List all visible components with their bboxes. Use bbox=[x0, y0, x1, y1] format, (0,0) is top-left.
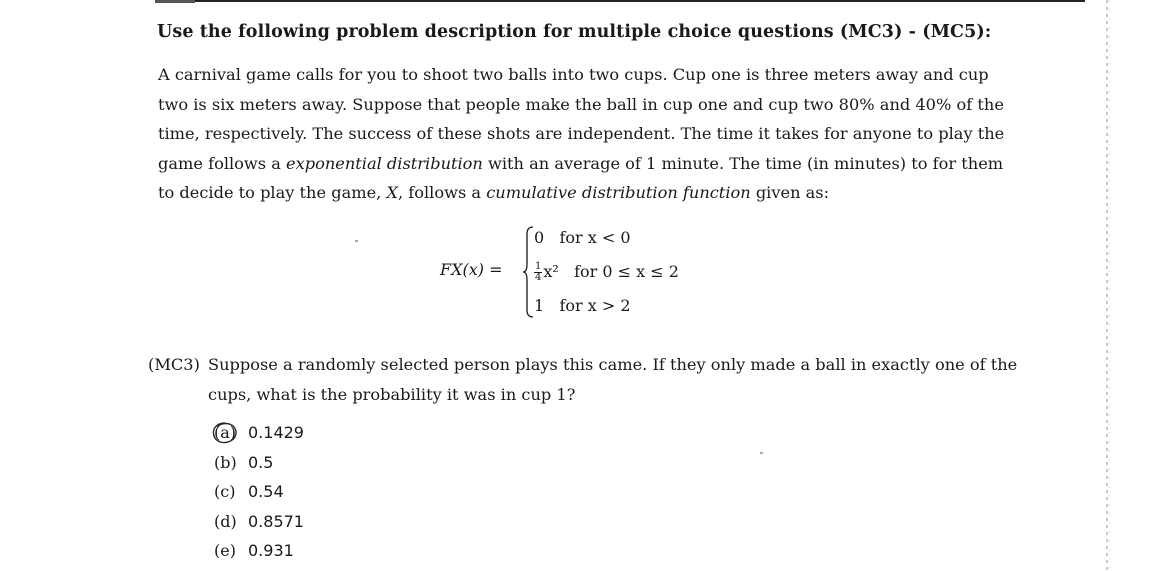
option-a-value: 0.1429 bbox=[248, 423, 304, 442]
option-e-value: 0.931 bbox=[248, 541, 294, 560]
option-c-value: 0.54 bbox=[248, 482, 284, 501]
formula-case-2 bbox=[534, 262, 679, 283]
option-d[interactable] bbox=[214, 507, 304, 537]
option-c[interactable] bbox=[214, 477, 304, 507]
problem-line-3: time, respectively. The success of these shots are independent. The time it takes for anyone to play the bbox=[158, 124, 1005, 144]
cdf-formula bbox=[440, 222, 740, 322]
problem-line-5-pre: to decide to play the game, bbox=[158, 183, 387, 203]
question-text bbox=[208, 350, 1018, 410]
question-mc3 bbox=[148, 350, 1018, 410]
formula-case-1: 0 for x < 0 bbox=[534, 228, 631, 247]
formula-case-3: 1 for x > 2 bbox=[534, 296, 631, 315]
top-rule bbox=[155, 0, 1085, 2]
top-rule-stub bbox=[155, 0, 195, 3]
option-a-letter: (a) bbox=[214, 423, 237, 442]
section-heading: Use the following problem description for multiple choice questions (MC3) - (MC5): bbox=[157, 22, 992, 42]
option-b-value: 0.5 bbox=[248, 452, 274, 472]
question-number: (MC3) bbox=[148, 355, 200, 374]
option-d-letter: (d) bbox=[214, 511, 237, 531]
problem-line-4-post: with an average of 1 minute. The time (in minutes) to for them bbox=[482, 153, 1004, 173]
cdf-term: cumulative distribution function bbox=[486, 183, 751, 203]
formula-lhs: FX(x) = bbox=[440, 260, 503, 279]
scan-speck bbox=[760, 452, 763, 454]
problem-line-4-pre: game follows a bbox=[158, 153, 287, 173]
option-d-value: 0.8571 bbox=[248, 511, 304, 531]
problem-line-5 bbox=[158, 178, 988, 208]
option-e-letter: (e) bbox=[214, 541, 236, 560]
problem-line-4 bbox=[158, 149, 1004, 179]
fraction-numerator: 1 bbox=[535, 261, 542, 272]
question-line-1: Suppose a randomly selected person plays this came. If they only made a ball in exactly one of the bbox=[208, 355, 1018, 374]
problem-line-5-mid: , follows a bbox=[397, 183, 487, 203]
formula-case-2-rest: x² for 0 ≤ x ≤ 2 bbox=[543, 262, 679, 281]
variable-x: X bbox=[386, 183, 398, 203]
left-brace-icon bbox=[522, 226, 534, 318]
problem-line-2: two is six meters away. Suppose that people make the ball in cup one and cup two 80% and 40% of the bbox=[158, 94, 1004, 114]
scan-edge-secondary bbox=[1109, 0, 1110, 571]
fraction bbox=[534, 262, 542, 283]
problem-line-5-post: given as: bbox=[750, 183, 830, 203]
option-b-letter: (b) bbox=[214, 452, 237, 472]
question-line-2: cups, what is the probability it was in cup 1? bbox=[208, 385, 576, 404]
scan-speck bbox=[355, 240, 358, 242]
scan-edge bbox=[1106, 0, 1108, 571]
option-e[interactable] bbox=[214, 536, 304, 566]
option-b[interactable] bbox=[214, 448, 304, 478]
option-c-letter: (c) bbox=[214, 482, 236, 501]
exponential-distribution-term: exponential distribution bbox=[286, 153, 483, 173]
problem-description bbox=[158, 60, 1005, 208]
option-a[interactable] bbox=[214, 418, 304, 448]
problem-line-1: A carnival game calls for you to shoot two balls into two cups. Cup one is three meters away and cup bbox=[158, 65, 989, 84]
answer-options bbox=[214, 418, 304, 566]
fraction-denominator: 4 bbox=[535, 272, 542, 283]
